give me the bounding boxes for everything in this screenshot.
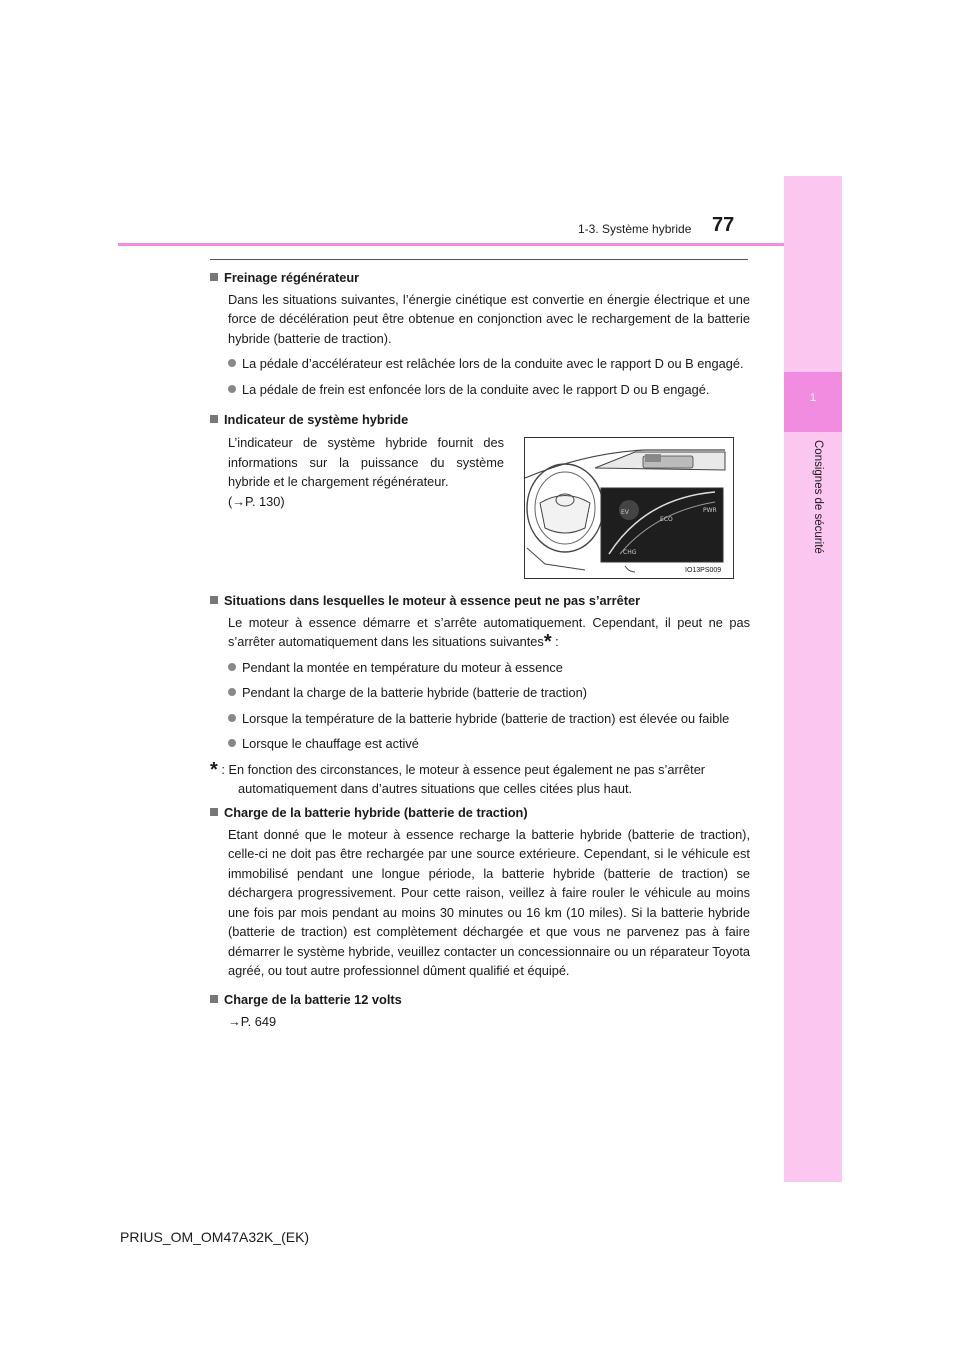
bullet-icon [228,688,236,696]
figure-code: IO13PS009 [685,567,722,574]
section-heading: Situations dans lesquelles le moteur à essence peut ne pas s’arrêter [210,591,750,611]
list-item: La pédale de frein est enfoncée lors de la conduite avec le rapport D ou B engagé. [210,380,750,400]
asterisk-icon: * [210,758,218,781]
indicator-description [228,433,504,511]
section-text: Etant donné que le moteur à essence recharge la batterie hybride (batterie de traction), celle-ci ne doit pas être rechargée par une source extérieure. Cependant, si le véhicule est immobilisé pendant une longue période, la batterie hybride (batterie de traction) se déchargera progressivement. Pour cette raison, veillez à faire rouler le véhicule au moins une fois par mois pendant au moins 30 minutes ou 16 km (10 miles). Si la batterie hybride (batterie de traction) est complètement déchargée et que vous ne parvenez pas à faire démarrer le système hybride, veuillez contacter un concessionnaire ou un réparateur Toyota agréé, ou tout autre professionnel dûment qualifié et équipé. [228,826,750,978]
square-bullet-icon [210,273,218,281]
dashboard-illustration [524,437,734,579]
section-text: L’indicateur de système hybride fournit des informations sur la puissance du système hybride et le chargement régénérateur. [228,435,504,489]
bullet-icon [228,359,236,367]
list-item: Lorsque la température de la batterie hybride (batterie de traction) est élevée ou faible [210,709,750,729]
square-bullet-icon [210,596,218,604]
list-item: Lorsque le chauffage est activé [210,734,750,754]
section-12v-battery [210,990,750,1031]
list-item: Pendant la montée en température du moteur à essence [210,658,750,678]
footer-doc-code: PRIUS_OM_OM47A32K_(EK) [120,1229,310,1245]
section-hybrid-battery-charge [210,803,750,981]
chapter-side-tab [784,176,842,1182]
bullet-icon [228,739,236,747]
list-item: Pendant la charge de la batterie hybride (batterie de traction) [210,683,750,703]
section-text: Le moteur à essence démarre et s’arrête automatiquement. Cependant, il peut ne pas s’arrêter automatiquement dans les situations suivantes* : [228,614,750,653]
bullet-icon [228,714,236,722]
chapter-title: Consignes de sécurité [812,440,824,554]
chg-label: CHG [623,549,637,556]
section-engine-stop [210,591,750,799]
square-bullet-icon [210,415,218,423]
section-text: Dans les situations suivantes, l’énergie cinétique est convertie en énergie électrique et une force de décélération peut être obtenue en conjonction avec le rechargement de la batterie hybride (batterie de traction). [228,291,750,346]
section-hybrid-indicator [210,410,750,430]
bullet-icon [228,663,236,671]
section-heading: Indicateur de système hybride [210,410,750,430]
square-bullet-icon [210,808,218,816]
svg-text:EV: EV [621,509,629,516]
chapter-number: 1 [809,392,817,404]
section-heading: Charge de la batterie hybride (batterie de traction) [210,803,750,823]
page-number: 77 [712,214,735,236]
section-heading: Charge de la batterie 12 volts [210,990,750,1010]
eco-label: ECO [660,516,673,523]
page-reference-link[interactable]: (→P. 130) [228,493,285,509]
square-bullet-icon [210,995,218,1003]
content-rule [210,259,748,260]
header-divider [118,243,784,246]
dashboard-drawing [525,438,733,578]
header-section-title: 1-3. Système hybride [578,222,692,236]
list-item: La pédale d’accélérateur est relâchée lors de la conduite avec le rapport D ou B engagé. [210,354,750,374]
page-reference-link[interactable]: →P. 649 [228,1013,277,1029]
pwr-label: PWR [703,507,717,514]
footnote: * : En fonction des circonstances, le moteur à essence peut également ne pas s’arrêter automatiquement dans d’autres situations que celles citées plus haut. [210,758,706,796]
bullet-icon [228,385,236,393]
asterisk-icon: * [543,631,552,653]
section-heading: Freinage régénérateur [210,268,750,288]
section-regen-braking [210,268,750,399]
